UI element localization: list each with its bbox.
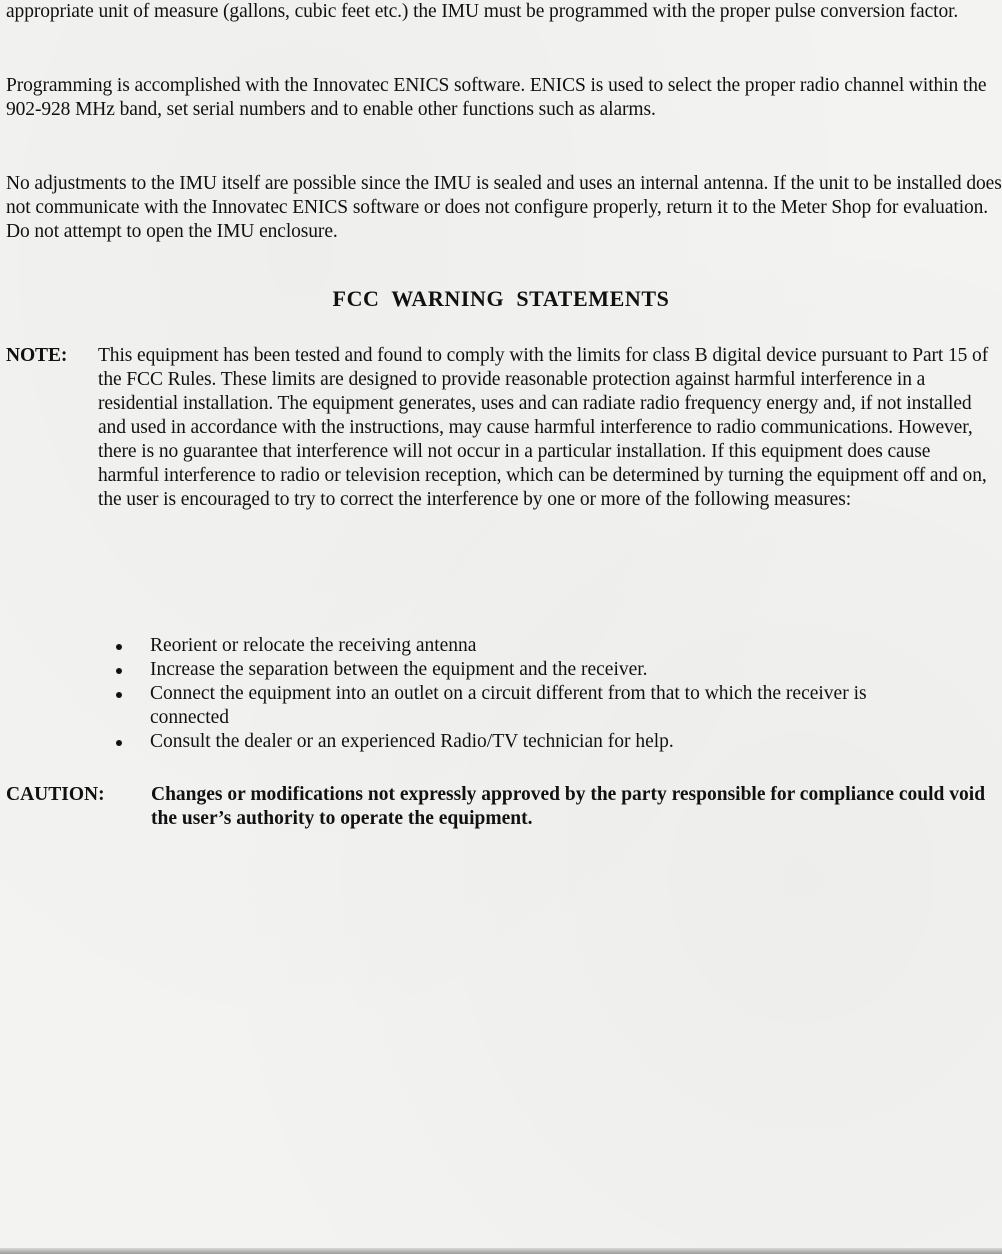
intro-paragraph-programming: Programming is accomplished with the Innovatec ENICS software. ENICS is used to select the proper radio channel within the 902-928 MHz band, set serial numbers and to enable other functions such as alarms. [6, 75, 987, 120]
bullet-icon [116, 644, 122, 650]
list-item [0, 658, 930, 682]
intro-paragraph-conversion: appropriate unit of measure (gallons, cubic feet etc.) the IMU must be programmed with the proper pulse conversion factor. [6, 1, 959, 22]
measure-text: Reorient or relocate the receiving antenna [150, 635, 477, 656]
fcc-warning-heading: FCC WARNING STATEMENTS [332, 286, 670, 311]
measure-text: Connect the equipment into an outlet on a circuit different from that to which the receiver is connected [150, 683, 867, 728]
page-bottom-edge [0, 1248, 1002, 1254]
note-label: NOTE: [6, 345, 68, 366]
caution-label: CAUTION: [6, 784, 105, 805]
caution-body: Changes or modifications not expressly approved by the party responsible for compliance could void the user’s authority to operate the equipment. [151, 784, 986, 829]
bullet-icon [116, 740, 122, 746]
list-item [0, 634, 930, 658]
list-item [0, 730, 930, 754]
note-body: This equipment has been tested and found to comply with the limits for class B digital device pursuant to Part 15 of the FCC Rules. These limits are designed to provide reasonable protection against harmful interference in a residential installation. The equipment generates, uses and can radiate radio frequency energy and, if not installed and used in accordance with the instructions, may cause harmful interference to radio communications. However, there is no guarantee that interference will not occur in a particular installation. If this equipment does cause harmful interference to radio or television reception, which can be determined by turning the equipment off and on, the user is encouraged to try to correct the interference by one or more of the following measures: [98, 345, 989, 510]
list-item [0, 682, 930, 730]
note-block [6, 344, 996, 512]
caution-block [6, 783, 996, 831]
intro-paragraph-adjustments: No adjustments to the IMU itself are possible since the IMU is sealed and uses an internal antenna. If the unit to be installed does not communicate with the Innovatec ENICS software or does not configure properly, return it to the Meter Shop for evaluation. Do not attempt to open the IMU enclosure. [6, 173, 1002, 242]
measure-text: Consult the dealer or an experienced Radio/TV technician for help. [150, 731, 674, 752]
bullet-icon [116, 692, 122, 698]
measure-text: Increase the separation between the equipment and the receiver. [150, 659, 648, 680]
bullet-icon [116, 668, 122, 674]
measures-list [0, 634, 1002, 754]
